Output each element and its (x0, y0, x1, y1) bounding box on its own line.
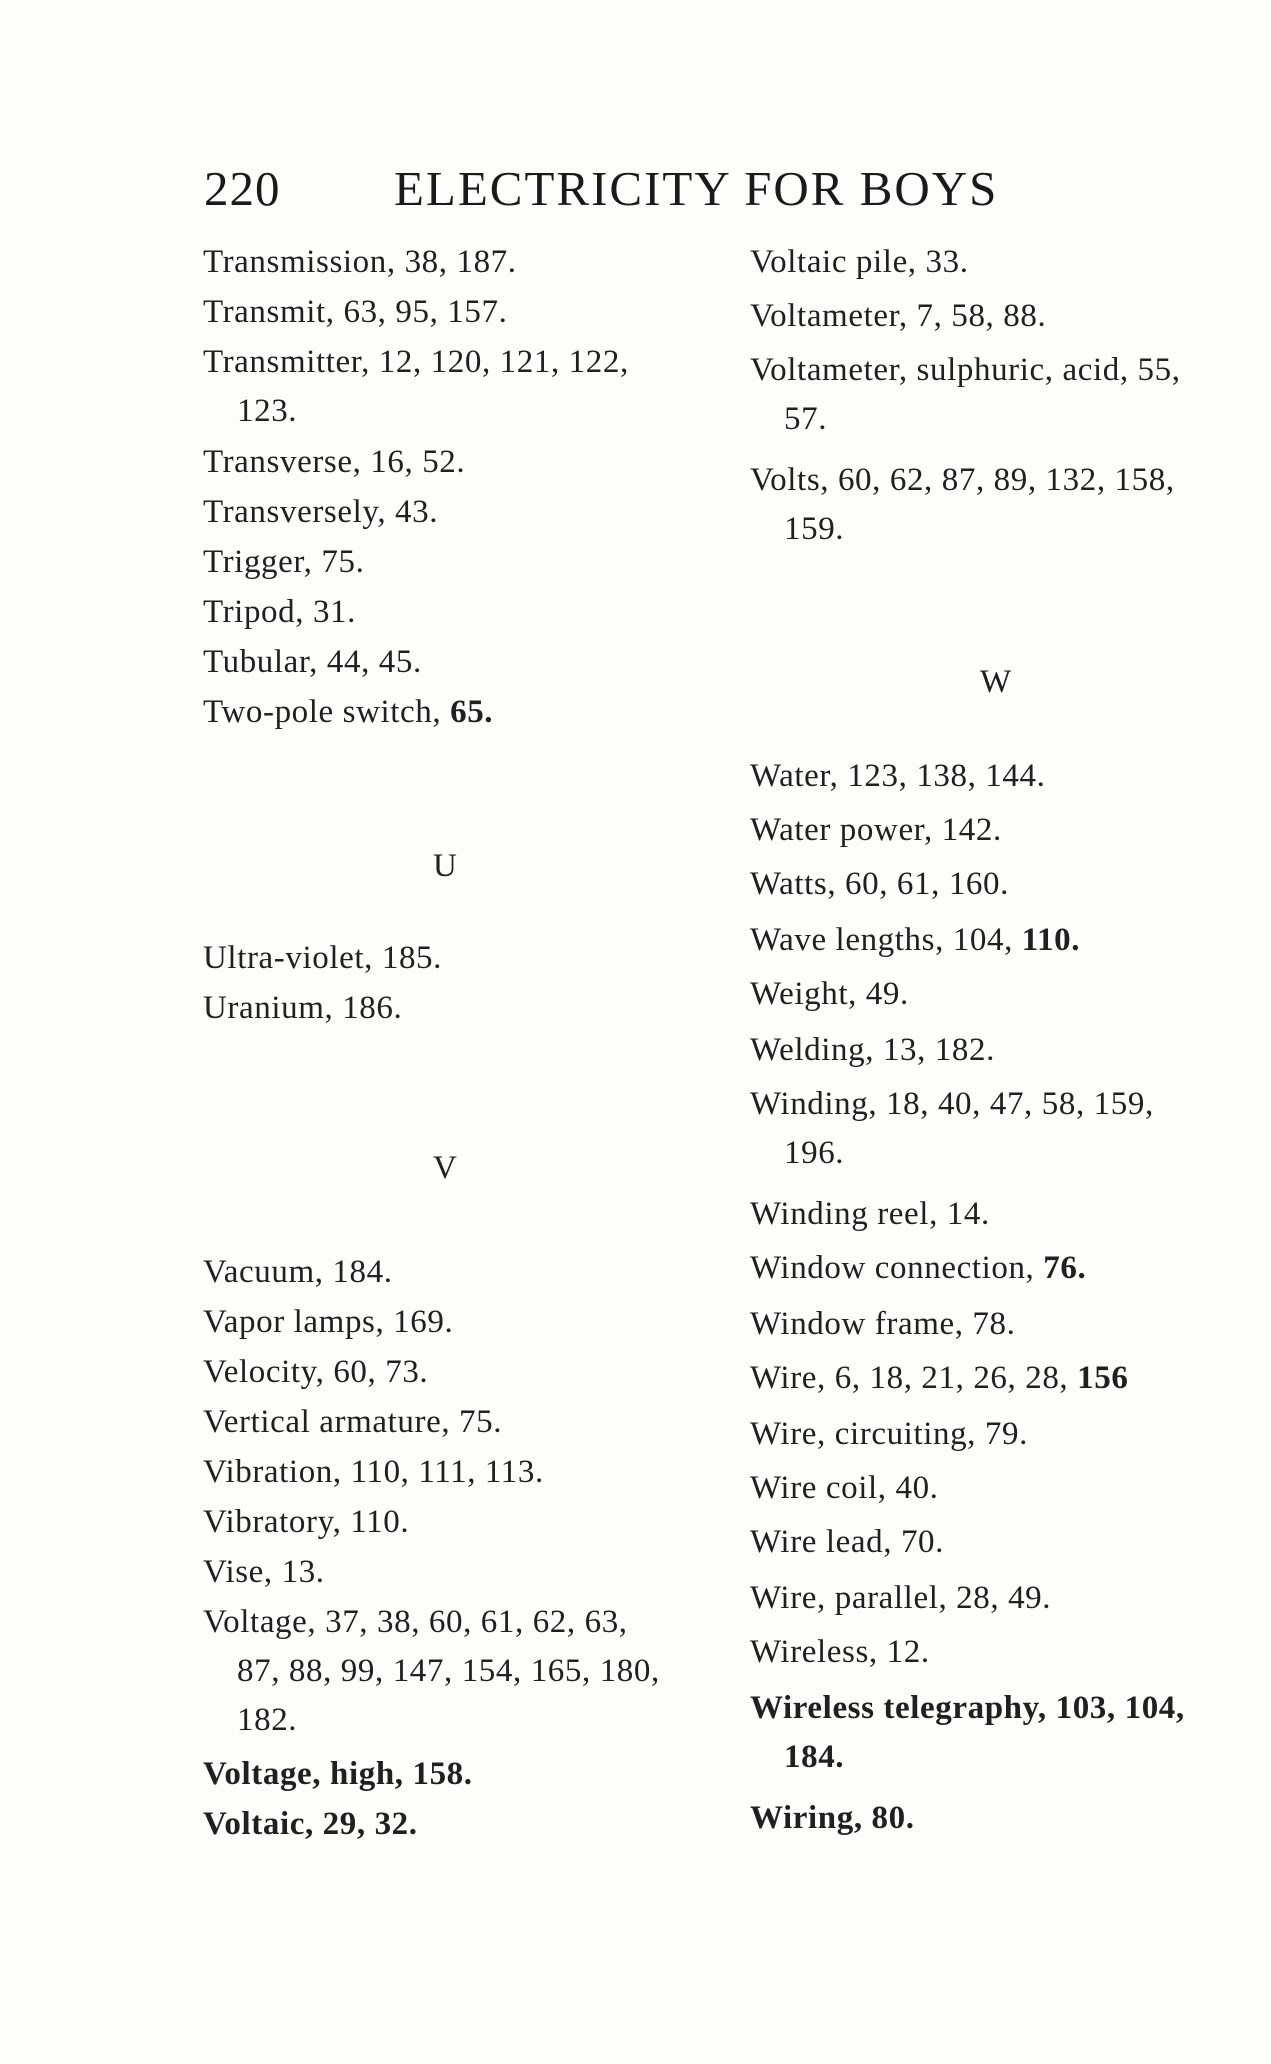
index-entry: Winding reel, 14. (750, 1196, 990, 1232)
index-entry: Tripod, 31. (203, 594, 357, 630)
index-entry: Ultra-violet, 185. (203, 940, 442, 976)
index-entry (750, 462, 1175, 548)
index-entry: Weight, 49. (750, 976, 909, 1012)
section-letter-v: V (433, 1150, 457, 1186)
index-entry: Vibration, 110, 111, 113. (203, 1454, 544, 1490)
index-entry: Water, 123, 138, 144. (750, 758, 1046, 794)
index-entry: Water power, 142. (750, 812, 1002, 848)
index-entry-text: Transmitter, 12, 120, 121, 122, (203, 344, 629, 380)
index-entry (750, 1250, 1086, 1287)
index-entry: Wiring, 80. (750, 1800, 915, 1836)
index-entry: Vise, 13. (203, 1554, 325, 1590)
running-head (204, 160, 1064, 224)
index-entry: Voltameter, 7, 58, 88. (750, 298, 1047, 334)
index-entry (203, 1604, 660, 1739)
index-entry-text: Winding, 18, 40, 47, 58, 159, (750, 1086, 1154, 1122)
index-entry: Vertical armature, 75. (203, 1404, 503, 1440)
bold-page-ref: 156 (1077, 1360, 1129, 1396)
section-letter-u: U (433, 848, 457, 884)
index-entry-continuation: 196. (784, 1135, 845, 1171)
index-entry: Window frame, 78. (750, 1306, 1016, 1342)
index-entry (203, 694, 493, 731)
index-entry: Wireless, 12. (750, 1634, 930, 1670)
bold-page-ref: 110. (1021, 922, 1081, 958)
page-number: 220 (204, 161, 281, 216)
index-entry-continuation: 182. (237, 1702, 298, 1738)
index-entry-text: Volts, 60, 62, 87, 89, 132, 158, (750, 462, 1175, 498)
bold-page-ref: 65. (450, 694, 494, 730)
index-entry: Vapor lamps, 169. (203, 1304, 454, 1340)
index-entry (750, 1690, 1185, 1776)
index-entry-text: Voltameter, sulphuric, acid, 55, (750, 352, 1181, 388)
index-entry (750, 352, 1181, 438)
index-entry: Transmission, 38, 187. (203, 244, 517, 280)
index-entry-text: Two-pole switch, (203, 694, 451, 730)
index-entry: Wire coil, 40. (750, 1470, 939, 1506)
index-entry: Watts, 60, 61, 160. (750, 866, 1009, 902)
index-entry: Vacuum, 184. (203, 1254, 393, 1290)
index-entry: Vibratory, 110. (203, 1504, 410, 1540)
index-entry: Wire lead, 70. (750, 1524, 944, 1560)
section-letter-w: W (980, 664, 1012, 700)
index-entry: Transverse, 16, 52. (203, 444, 466, 480)
index-entry: Trigger, 75. (203, 544, 365, 580)
index-entry-text: Window connection, (750, 1250, 1044, 1286)
index-entry-continuation: 159. (784, 511, 845, 547)
index-entry: Velocity, 60, 73. (203, 1354, 429, 1390)
bold-page-ref: 76. (1043, 1250, 1087, 1286)
index-entry-text: Wave lengths, 104, (750, 922, 1022, 958)
index-entry: Voltaic, 29, 32. (203, 1806, 418, 1842)
index-entry (750, 922, 1080, 959)
index-entry (750, 1086, 1154, 1172)
index-entry: Transversely, 43. (203, 494, 439, 530)
index-entry: Voltaic pile, 33. (750, 244, 969, 280)
index-entry (750, 1360, 1128, 1397)
index-entry: Voltage, high, 158. (203, 1756, 473, 1792)
index-entry-text: Wire, 6, 18, 21, 26, 28, (750, 1360, 1078, 1396)
index-entry: Wire, parallel, 28, 49. (750, 1580, 1052, 1616)
index-entry-text: Voltage, 37, 38, 60, 61, 62, 63, (203, 1604, 628, 1640)
index-entry: Tubular, 44, 45. (203, 644, 422, 680)
index-entry-text: Wireless telegraphy, 103, 104, (750, 1690, 1185, 1726)
index-entry-continuation: 123. (237, 393, 298, 429)
index-entry: Welding, 13, 182. (750, 1032, 995, 1068)
book-title: ELECTRICITY FOR BOYS (394, 161, 999, 216)
index-entry: Wire, circuiting, 79. (750, 1416, 1028, 1452)
index-entry-continuation: 87, 88, 99, 147, 154, 165, 180, (237, 1653, 660, 1689)
index-entry-continuation: 57. (784, 401, 828, 437)
index-entry (203, 344, 629, 430)
index-entry: Uranium, 186. (203, 990, 403, 1026)
index-entry: Transmit, 63, 95, 157. (203, 294, 508, 330)
index-entry-continuation: 184. (784, 1739, 845, 1775)
